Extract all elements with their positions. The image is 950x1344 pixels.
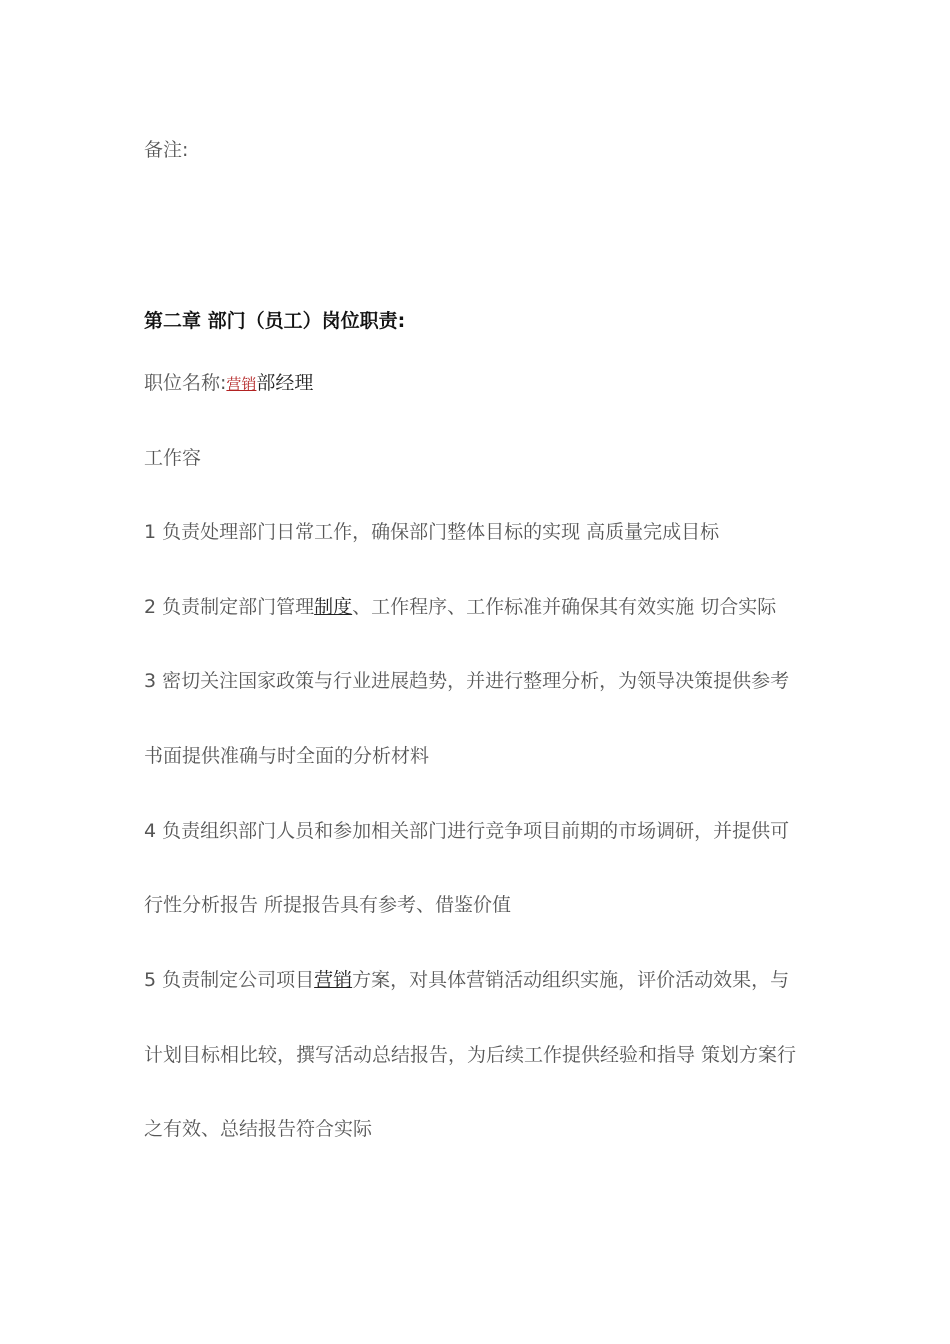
marketing-link[interactable]: 营销 xyxy=(226,375,257,393)
duty-item-5-post: 方案，对具体营销活动组织实施，评价活动效果，与 xyxy=(352,969,790,991)
duty-item-3-line-2: 书面提供准确与时全面的分析材料 xyxy=(144,745,430,767)
duty-item-4-line-1: 4 负责组织部门人员和参加相关部门进行竞争项目前期的市场调研，并提供可 xyxy=(144,820,790,842)
system-link[interactable]: 制度 xyxy=(314,596,353,618)
duty-item-5-line-2: 计划目标相比较，撰写活动总结报告，为后续工作提供经验和指导 策划方案行 xyxy=(144,1044,797,1066)
duty-item-4-line-2: 行性分析报告 所提报告具有参考、借鉴价值 xyxy=(144,894,512,916)
work-content-label: 工作容 xyxy=(144,447,202,469)
position-title: 部经理 xyxy=(256,372,314,394)
duty-item-2-pre: 2 负责制定部门管理 xyxy=(144,596,315,618)
duty-item-2-post: 、工作程序、工作标准并确保其有效实施 切合实际 xyxy=(352,596,777,618)
duty-item-5-line-1 xyxy=(144,967,789,993)
duty-item-5-line-3: 之有效、总结报告符合实际 xyxy=(144,1118,373,1140)
duty-item-3-line-1: 3 密切关注国家政策与行业进展趋势，并进行整理分析，为领导决策提供参考 xyxy=(144,670,790,692)
chapter-heading: 第二章 部门（员工）岗位职责: xyxy=(144,310,406,332)
duty-item-1: 1 负责处理部门日常工作，确保部门整体目标的实现 高质量完成目标 xyxy=(144,521,720,543)
notes-label: 备注: xyxy=(144,139,189,161)
position-label: 职位名称: xyxy=(144,372,227,394)
marketing-link-2[interactable]: 营销 xyxy=(314,969,353,991)
position-line xyxy=(144,370,313,397)
duty-item-2 xyxy=(144,594,776,620)
duty-item-5-pre: 5 负责制定公司项目 xyxy=(144,969,315,991)
